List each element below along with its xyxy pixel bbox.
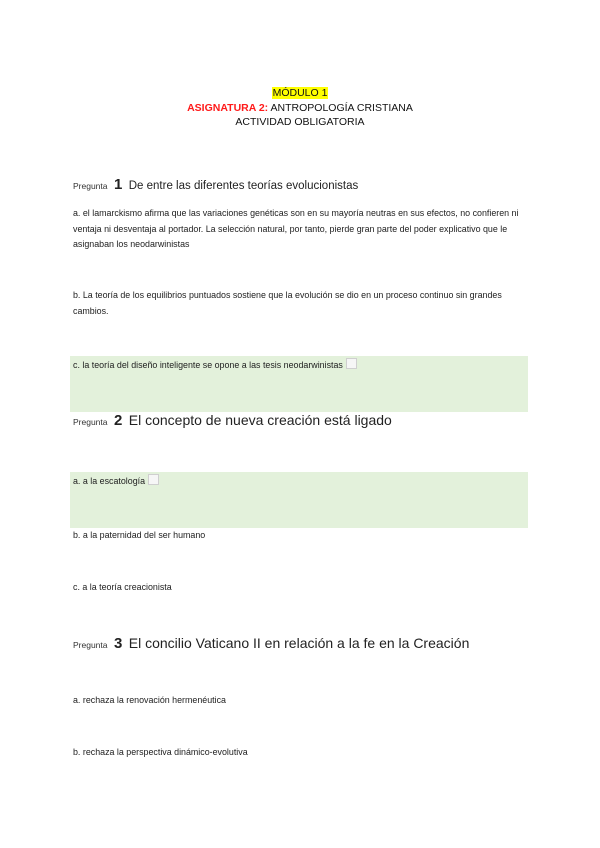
answer-checkbox[interactable] bbox=[346, 358, 357, 369]
answer-checkbox[interactable] bbox=[148, 474, 159, 485]
question-2-option-b[interactable]: b. a la paternidad del ser humano bbox=[73, 530, 206, 540]
question-text: De entre las diferentes teorías evolucionistas bbox=[128, 180, 359, 192]
activity-title: ACTIVIDAD OBLIGATORIA bbox=[235, 116, 365, 128]
question-3-option-a[interactable]: a. rechaza la renovación hermenéutica bbox=[73, 695, 226, 705]
question-label: Pregunta bbox=[73, 640, 108, 650]
question-1-heading bbox=[73, 176, 358, 194]
subject-label: ASIGNATURA 2: bbox=[187, 101, 269, 114]
question-3-heading bbox=[73, 635, 469, 653]
question-2-heading bbox=[73, 412, 392, 430]
module-title: MÓDULO 1 bbox=[272, 87, 328, 99]
subject-name: ANTROPOLOGÍA CRISTIANA bbox=[270, 101, 413, 114]
question-2-option-a[interactable]: a. a la escatología bbox=[73, 474, 528, 490]
question-label: Pregunta bbox=[73, 181, 108, 191]
question-label: Pregunta bbox=[73, 417, 108, 427]
question-1-option-b[interactable]: b. La teoría de los equilibrios puntuados sostiene que la evolución se dio en un proceso continuo sin grandes cambios. bbox=[73, 290, 502, 316]
question-number: 3 bbox=[113, 635, 123, 652]
question-2-option-c[interactable]: c. a la teoría creacionista bbox=[73, 582, 172, 592]
question-1-option-a[interactable]: a. el lamarckismo afirma que las variaciones genéticas son en su mayoría neutras en sus efectos, no confieren ni ventaja ni desventaja al portador. La selección natural, por tanto, pierde gran parte del poder explicativo que le asignaban los neodarwinistas bbox=[73, 208, 519, 249]
question-text: El concilio Vaticano II en relación a la fe en la Creación bbox=[128, 635, 470, 651]
question-text: El concepto de nueva creación está ligado bbox=[128, 412, 392, 428]
question-1-option-c[interactable]: c. la teoría del diseño inteligente se opone a las tesis neodarwinistas bbox=[73, 358, 528, 374]
question-3-option-b[interactable]: b. rechaza la perspectiva dinámico-evolutiva bbox=[73, 747, 248, 757]
question-number: 1 bbox=[113, 176, 123, 193]
question-number: 2 bbox=[113, 412, 123, 429]
document-header bbox=[0, 86, 600, 130]
